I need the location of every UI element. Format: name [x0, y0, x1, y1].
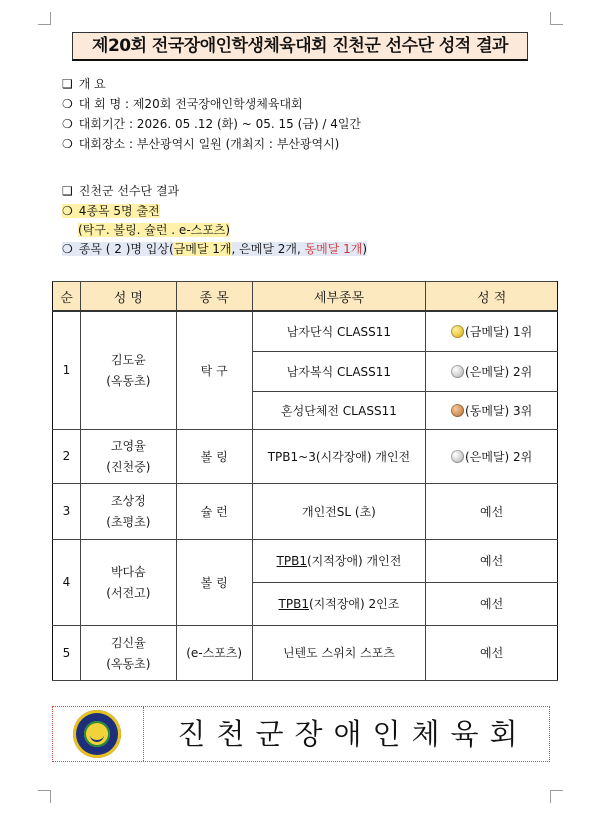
team-heading: [62, 182, 179, 199]
organization-name: 진천군장애인체육회: [177, 717, 529, 751]
page-title: 제20회 전국장애인학생체육대회 진천군 선수단 성적 결과: [72, 32, 528, 61]
crop-mark-bottom-left: [38, 790, 51, 803]
silver-medal-icon: [451, 365, 464, 378]
result-cell: [426, 429, 558, 483]
medals-suffix: ): [362, 242, 368, 256]
crop-mark-top-left: [38, 12, 51, 25]
event-cell: [252, 582, 426, 625]
athlete-name: 김신율: [110, 635, 146, 650]
athlete-school: (옥동초): [106, 374, 151, 389]
athlete-school: (초평초): [106, 515, 151, 529]
athlete-cell: [80, 539, 176, 625]
sport-cell: 슐 런: [176, 483, 252, 539]
gold-medal-icon: [451, 325, 464, 338]
sport-cell: (e-스포츠): [176, 625, 252, 680]
athlete-name: 고영율: [110, 439, 146, 453]
overview-item-text: 대회기간 : 2026. 05 .12 (화) ~ 05. 15 (금) / 4일간: [78, 117, 362, 131]
column-header: 성 명: [80, 282, 176, 312]
event-code: TPB1: [278, 597, 309, 611]
athlete-name: 박다솜: [110, 565, 146, 579]
silver-medal-icon: [451, 450, 464, 463]
overview-heading-text: 개 요: [78, 77, 106, 91]
team-entries-line: [62, 202, 160, 219]
medals-mid: , 은메달 2개,: [231, 242, 305, 256]
table-row: [53, 483, 558, 539]
athlete-school: (옥동초): [106, 656, 151, 671]
event-cell: 닌텐도 스위치 스포츠: [252, 625, 426, 680]
athlete-cell: [80, 483, 176, 539]
athlete-name: 김도윤: [110, 353, 146, 368]
result-text: (동메달) 3위: [465, 403, 533, 418]
medals-prefix: 종목 ( 2 )명 입상(: [78, 242, 174, 256]
circle-bullet-icon: ❍: [62, 137, 73, 151]
overview-item-text: 대회장소 : 부산광역시 일원 (개최지 : 부산광역시): [78, 137, 340, 151]
row-number: 5: [53, 625, 81, 680]
team-medals-line: [62, 240, 367, 257]
athlete-name: 조상정: [110, 494, 146, 508]
crop-mark-top-right: [550, 12, 563, 25]
row-number: 1: [53, 311, 81, 429]
event-code: TPB1: [276, 554, 307, 568]
table-row: [53, 539, 558, 582]
event-detail: (지적장애) 2인조: [308, 597, 400, 611]
sport-cell: 볼 링: [176, 539, 252, 625]
event-cell: [252, 539, 426, 582]
overview-item-text: 대 회 명 : 제20회 전국장애인학생체육대회: [78, 97, 303, 111]
table-header-row: [53, 282, 558, 312]
circle-bullet-icon: ❍: [62, 242, 73, 256]
bronze-count: 동메달 1개: [304, 242, 363, 256]
result-cell: 예선: [426, 582, 558, 625]
team-sports-line: [78, 221, 230, 238]
team-entries-highlight: [62, 204, 160, 218]
sport-cell: 볼 링: [176, 429, 252, 483]
table-row: [53, 625, 558, 680]
overview-heading: [62, 75, 106, 92]
emblem-center: [84, 721, 110, 747]
athlete-cell: [80, 429, 176, 483]
event-detail: (지적장애) 개인전: [306, 554, 402, 568]
row-number: 4: [53, 539, 81, 625]
square-bullet-icon: ❑: [62, 184, 73, 198]
athlete-cell: [80, 311, 176, 429]
team-heading-text: 진천군 선수단 결과: [78, 184, 180, 198]
result-text: (금메달) 1위: [465, 324, 533, 339]
result-cell: [426, 311, 558, 351]
athlete-school: (서전고): [106, 586, 151, 600]
team-medals-highlight: [62, 242, 367, 256]
event-cell: 남자단식 CLASS11: [252, 311, 426, 351]
overview-item: [62, 135, 339, 152]
result-cell: [426, 351, 558, 391]
circle-bullet-icon: ❍: [62, 204, 73, 218]
event-cell: 개인전SL (초): [252, 483, 426, 539]
table-row: [53, 311, 558, 351]
column-header: 종 목: [176, 282, 252, 312]
footer-divider: [143, 707, 144, 761]
row-number: 2: [53, 429, 81, 483]
result-cell: 예선: [426, 539, 558, 582]
gold-count: 금메달 1개: [173, 242, 232, 256]
event-cell: 남자복식 CLASS11: [252, 351, 426, 391]
event-cell: TPB1~3(시각장애) 개인전: [252, 429, 426, 483]
results-table: [52, 281, 558, 681]
bronze-medal-icon: [451, 404, 464, 417]
overview-item: [62, 115, 361, 132]
column-header: 세부종목: [252, 282, 426, 312]
row-number: 3: [53, 483, 81, 539]
emblem-smile: [90, 733, 104, 742]
result-text: (은메달) 2위: [465, 364, 533, 379]
footer-banner: [52, 706, 550, 762]
athlete-school: (진천중): [106, 460, 151, 474]
crop-mark-bottom-right: [550, 790, 563, 803]
overview-item: [62, 95, 303, 112]
column-header: 성 적: [426, 282, 558, 312]
title-banner: [52, 32, 548, 62]
team-entries-text: 4종목 5명 출전: [78, 204, 160, 218]
result-cell: 예선: [426, 483, 558, 539]
table-row: [53, 429, 558, 483]
circle-bullet-icon: ❍: [62, 97, 73, 111]
result-text: (은메달) 2위: [465, 449, 533, 464]
team-sports-text: (탁구. 볼링. 슐런 . e-스포츠): [78, 223, 231, 237]
association-emblem-icon: [73, 710, 121, 758]
sport-cell: 탁 구: [176, 311, 252, 429]
athlete-cell: [80, 625, 176, 680]
result-cell: [426, 391, 558, 429]
square-bullet-icon: ❑: [62, 77, 73, 91]
circle-bullet-icon: ❍: [62, 117, 73, 131]
result-cell: 예선: [426, 625, 558, 680]
column-header: 순: [53, 282, 81, 312]
event-cell: 혼성단체전 CLASS11: [252, 391, 426, 429]
